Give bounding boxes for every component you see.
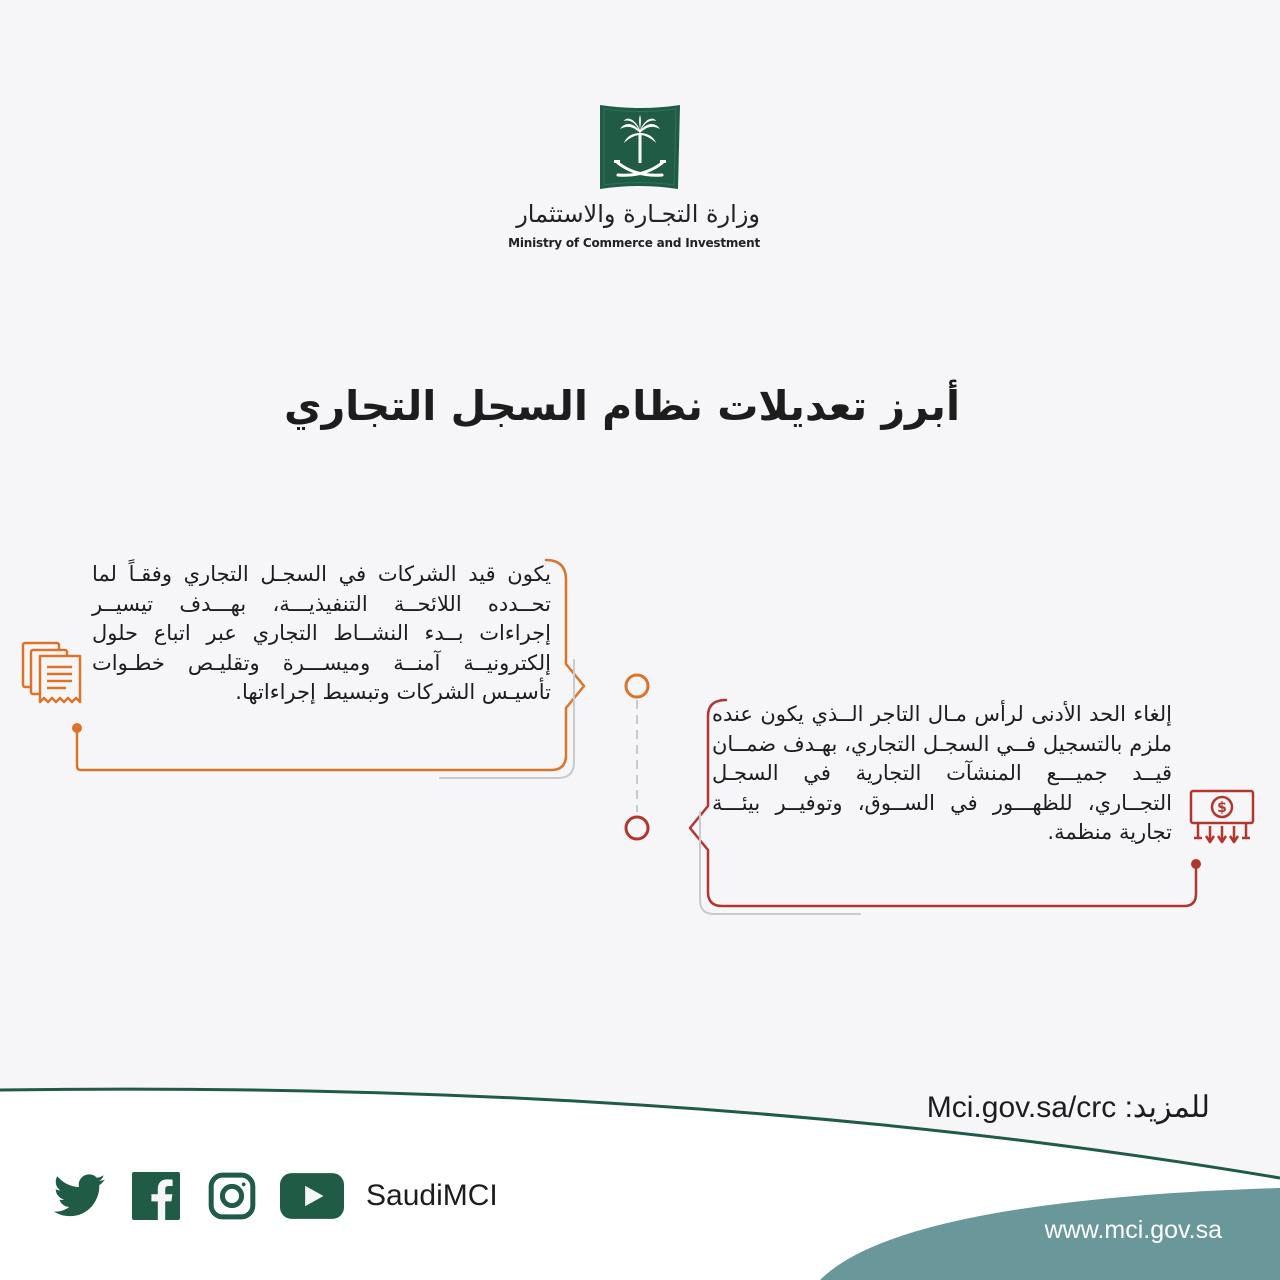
timeline-connector — [626, 675, 648, 839]
instagram-icon[interactable] — [204, 1168, 260, 1224]
amendment-text-minimum-capital: إلغاء الحد الأدنى لرأس مـال التاجر الــذي يكون عنده ملزم بالتسجيل فــي السجـل التجاري، بهـدف ضمــان قيــد جميـــع المنشآت التجارية في السجـل التجــاري، للظهـــور في الســوق، وتوفيــر بيئـــة تجارية منظمة. — [712, 702, 1172, 844]
page-title: أبرز تعديلات نظام السجل التجاري — [284, 382, 960, 430]
social-handle[interactable]: SaudiMCI — [366, 1179, 498, 1212]
more-info-link[interactable]: للمزيد: Mci.gov.sa/crc — [926, 1091, 1210, 1124]
social-media-row — [52, 1168, 498, 1224]
twitter-icon[interactable] — [52, 1168, 108, 1224]
website-url[interactable]: www.mci.gov.sa — [1044, 1216, 1222, 1244]
amendment-text-company-registration: يكون قيد الشركات في السجـل التجاري وفقـاً لما تحــدده اللائحــة التنفيذيـــة، بهـــدف تيسيــر إجراءات بــدء النشــاط التجاري عبر اتباع حلول إلكترونيــة آمنــة وميســـرة وتقليـص خطـوات تأسيـس الشركات وتبسيط إجراءاتها. — [92, 562, 551, 704]
youtube-icon[interactable] — [280, 1168, 344, 1224]
ministry-name-english: Ministry of Commerce and Investment — [508, 236, 760, 250]
money-bill-icon — [1188, 788, 1256, 846]
svg-text:$: $ — [1217, 800, 1227, 816]
ministry-name-arabic: وزارة التجـارة والاستثمار — [516, 200, 760, 228]
facebook-icon[interactable] — [128, 1168, 184, 1224]
document-stack-icon — [20, 640, 84, 706]
